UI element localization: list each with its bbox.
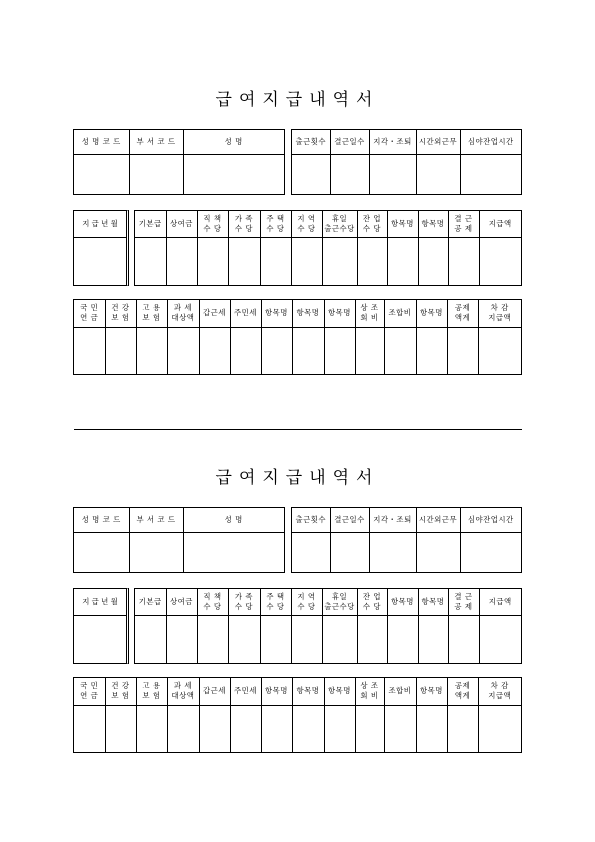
pay-value-cell[interactable] [479, 615, 521, 663]
night-overtime-cell[interactable] [460, 154, 521, 194]
holiday-work-allowance-header: 휴일 출근수당 [322, 589, 357, 615]
pay-value-cell[interactable] [291, 237, 322, 285]
pay-value-cell[interactable] [135, 237, 166, 285]
pay-value-cell[interactable] [448, 237, 479, 285]
health-insurance-header: 건 강 보 험 [105, 300, 136, 327]
pay-month-header: 지 급 년 월 [74, 589, 126, 615]
night-overtime-cell[interactable] [460, 532, 521, 572]
deduction-value-cell[interactable] [324, 327, 355, 374]
deduction-value-cell[interactable] [416, 327, 447, 374]
absence-deduction-header: 결 근 공 제 [448, 211, 479, 237]
pay-value-cell[interactable] [479, 237, 521, 285]
employee-info-table [73, 507, 285, 573]
family-allowance-header: 가 족 수 당 [228, 211, 260, 237]
pay-value-cell[interactable] [228, 237, 260, 285]
overtime-header: 시간외근무 [416, 508, 460, 532]
absence-days-cell[interactable] [330, 532, 369, 572]
pay-value-cell[interactable] [291, 615, 322, 663]
deduction-value-cell[interactable] [384, 327, 416, 374]
base-pay-header: 기본급 [135, 589, 166, 615]
item-name-header: 항목명 [324, 300, 355, 327]
deduction-value-cell[interactable] [261, 705, 292, 752]
item-name-header: 항목명 [292, 300, 324, 327]
pay-slip-2 [0, 378, 595, 701]
resident-tax-header: 주민세 [230, 300, 261, 327]
deductions-table [73, 299, 522, 375]
family-allowance-header: 가 족 수 당 [228, 589, 260, 615]
item-name-header: 항목명 [418, 211, 448, 237]
pay-value-cell[interactable] [418, 237, 448, 285]
pay-value-cell[interactable] [135, 615, 166, 663]
deduction-value-cell[interactable] [136, 327, 167, 374]
department-code-header: 부 서 코 드 [129, 130, 183, 154]
overtime-allowance-header: 잔 업 수 당 [357, 589, 387, 615]
employee-code-cell[interactable] [74, 532, 129, 572]
overtime-header: 시간외근무 [416, 130, 460, 154]
deduction-value-cell[interactable] [478, 705, 521, 752]
net-payment-header: 차 감 지급액 [478, 678, 521, 705]
pay-month-table [73, 588, 129, 664]
pay-value-cell[interactable] [260, 615, 291, 663]
holiday-work-allowance-header: 휴일 출근수당 [322, 211, 357, 237]
absence-days-cell[interactable] [330, 154, 369, 194]
late-early-header: 지각・조퇴 [369, 130, 416, 154]
overtime-cell[interactable] [416, 532, 460, 572]
deduction-value-cell[interactable] [292, 327, 324, 374]
position-allowance-header: 직 책 수 당 [197, 589, 228, 615]
pay-value-cell[interactable] [322, 615, 357, 663]
item-name-header: 항목명 [292, 678, 324, 705]
deduction-value-cell[interactable] [384, 705, 416, 752]
attendance-count-header: 출근횟수 [292, 130, 330, 154]
national-pension-header: 국 민 연 금 [74, 678, 105, 705]
night-overtime-header: 심야잔업시간 [460, 508, 521, 532]
department-code-header: 부 서 코 드 [129, 508, 183, 532]
pay-month-cell[interactable] [74, 237, 126, 285]
late-early-cell[interactable] [369, 532, 416, 572]
deductions-table [73, 677, 522, 753]
department-code-cell[interactable] [129, 154, 183, 194]
total-deduction-header: 공제 액계 [447, 300, 478, 327]
employee-code-header: 성 명 코 드 [74, 130, 129, 154]
regional-allowance-header: 지 역 수 당 [291, 589, 322, 615]
pay-month-header: 지 급 년 월 [74, 211, 126, 237]
deduction-value-cell[interactable] [292, 705, 324, 752]
deduction-value-cell[interactable] [136, 705, 167, 752]
bonus-header: 상여금 [166, 211, 197, 237]
union-fee-header: 조합비 [384, 678, 416, 705]
base-pay-header: 기본급 [135, 211, 166, 237]
pay-value-cell[interactable] [387, 615, 418, 663]
mutual-aid-fee-header: 상 조 회 비 [355, 678, 384, 705]
resident-tax-header: 주민세 [230, 678, 261, 705]
employment-insurance-header: 고 용 보 험 [136, 300, 167, 327]
pay-value-cell[interactable] [322, 237, 357, 285]
item-name-header: 항목명 [261, 678, 292, 705]
deduction-value-cell[interactable] [478, 327, 521, 374]
item-name-header: 항목명 [261, 300, 292, 327]
attendance-table [291, 507, 522, 573]
employee-info-table [73, 129, 285, 195]
mutual-aid-fee-header: 상 조 회 비 [355, 300, 384, 327]
department-code-cell[interactable] [129, 532, 183, 572]
pay-value-cell[interactable] [260, 237, 291, 285]
payment-amount-header: 지급액 [479, 211, 521, 237]
deduction-value-cell[interactable] [447, 327, 478, 374]
slip-title: 급여지급내역서 [215, 468, 380, 488]
deduction-value-cell[interactable] [74, 327, 105, 374]
deduction-value-cell[interactable] [447, 705, 478, 752]
deduction-value-cell[interactable] [105, 705, 136, 752]
item-name-header: 항목명 [416, 300, 447, 327]
pay-items-table [134, 588, 522, 664]
deduction-value-cell[interactable] [74, 705, 105, 752]
attendance-table [291, 129, 522, 195]
attendance-count-cell[interactable] [292, 154, 330, 194]
total-deduction-header: 공제 액계 [447, 678, 478, 705]
national-pension-header: 국 민 연 금 [74, 300, 105, 327]
housing-allowance-header: 주 택 수 당 [260, 211, 291, 237]
absence-days-header: 결근일수 [330, 130, 369, 154]
employment-insurance-header: 고 용 보 험 [136, 678, 167, 705]
name-cell[interactable] [183, 532, 284, 572]
absence-deduction-header: 결 근 공 제 [448, 589, 479, 615]
overtime-cell[interactable] [416, 154, 460, 194]
pay-value-cell[interactable] [357, 615, 387, 663]
employee-code-header: 성 명 코 드 [74, 508, 129, 532]
health-insurance-header: 건 강 보 험 [105, 678, 136, 705]
pay-value-cell[interactable] [166, 237, 197, 285]
employee-code-cell[interactable] [74, 154, 129, 194]
pay-month-cell[interactable] [74, 615, 126, 663]
deduction-value-cell[interactable] [230, 327, 261, 374]
income-tax-header: 갑근세 [199, 300, 230, 327]
pay-value-cell[interactable] [387, 237, 418, 285]
pay-value-cell[interactable] [197, 615, 228, 663]
payment-amount-header: 지급액 [479, 589, 521, 615]
item-name-header: 항목명 [387, 589, 418, 615]
slip-title: 급여지급내역서 [215, 90, 380, 110]
deduction-value-cell[interactable] [167, 327, 199, 374]
deduction-value-cell[interactable] [355, 327, 384, 374]
item-name-header: 항목명 [387, 211, 418, 237]
taxable-amount-header: 과 세 대상액 [167, 300, 199, 327]
income-tax-header: 갑근세 [199, 678, 230, 705]
item-name-header: 항목명 [324, 678, 355, 705]
deduction-value-cell[interactable] [355, 705, 384, 752]
deduction-value-cell[interactable] [230, 705, 261, 752]
attendance-count-cell[interactable] [292, 532, 330, 572]
regional-allowance-header: 지 역 수 당 [291, 211, 322, 237]
pay-month-table [73, 210, 129, 286]
name-header: 성 명 [183, 130, 284, 154]
item-name-header: 항목명 [416, 678, 447, 705]
pay-value-cell[interactable] [357, 237, 387, 285]
position-allowance-header: 직 책 수 당 [197, 211, 228, 237]
union-fee-header: 조합비 [384, 300, 416, 327]
night-overtime-header: 심야잔업시간 [460, 130, 521, 154]
attendance-count-header: 출근횟수 [292, 508, 330, 532]
pay-value-cell[interactable] [166, 615, 197, 663]
deduction-value-cell[interactable] [105, 327, 136, 374]
absence-days-header: 결근일수 [330, 508, 369, 532]
pay-value-cell[interactable] [228, 615, 260, 663]
name-cell[interactable] [183, 154, 284, 194]
deduction-value-cell[interactable] [324, 705, 355, 752]
pay-value-cell[interactable] [418, 615, 448, 663]
pay-slip-1 [0, 0, 595, 323]
pay-value-cell[interactable] [197, 237, 228, 285]
deduction-value-cell[interactable] [261, 327, 292, 374]
pay-value-cell[interactable] [448, 615, 479, 663]
bonus-header: 상여금 [166, 589, 197, 615]
overtime-allowance-header: 잔 업 수 당 [357, 211, 387, 237]
housing-allowance-header: 주 택 수 당 [260, 589, 291, 615]
late-early-header: 지각・조퇴 [369, 508, 416, 532]
deduction-value-cell[interactable] [167, 705, 199, 752]
deduction-value-cell[interactable] [199, 327, 230, 374]
name-header: 성 명 [183, 508, 284, 532]
late-early-cell[interactable] [369, 154, 416, 194]
pay-items-table [134, 210, 522, 286]
item-name-header: 항목명 [418, 589, 448, 615]
deduction-value-cell[interactable] [416, 705, 447, 752]
net-payment-header: 차 감 지급액 [478, 300, 521, 327]
deduction-value-cell[interactable] [199, 705, 230, 752]
taxable-amount-header: 과 세 대상액 [167, 678, 199, 705]
